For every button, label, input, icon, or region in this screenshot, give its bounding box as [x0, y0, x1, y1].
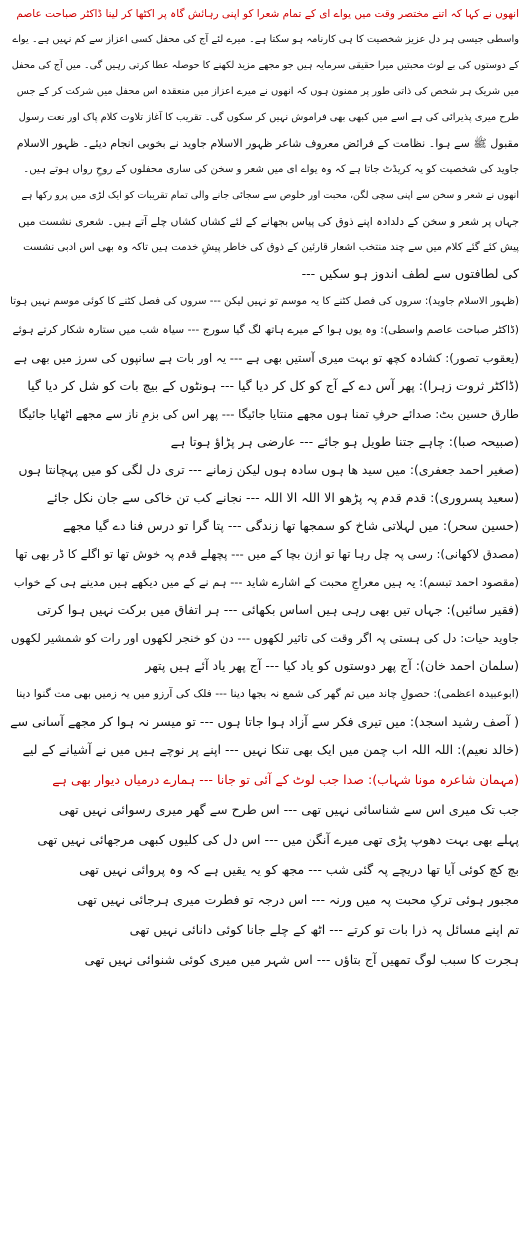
verse-line: (سلمان احمد خان): آج پھر دوستوں کو یاد کیا --- آج پھر یاد آئے ہیں پتھر [145, 658, 519, 673]
verse-line: (ڈاکٹر ثروت زہرا): پھر آس دے کے آج کو کل کر دیا گیا --- ہونٹوں کے بیچ بات کو شل کر دیا گیا [27, 378, 519, 393]
verse-line: جاوید حیات: دل کی ہستی پہ اگر وقت کی تاثیر لکھوں --- دن کو خنجر لکھوں اور رات کو شمشیر لکھوں [10, 631, 519, 645]
verse-line: (سعید پسروری): قدم قدم پہ پڑھو الا اللہ الا اللہ --- نجانے کب تن خاکی سے جان نکل جائے [46, 490, 519, 505]
paragraph-line: کے دوستوں کی بے لوث محبتیں میرا حقیقی سرمایہ ہیں جو مجھے مزید لکھنے کا حوصلہ عطا کرتی رہیں گی۔ میں آج کی محفل [11, 60, 519, 71]
verse-line: طارق حسین بٹ: صدائے حرفِ تمنا ہوں مجھے منتایا جائیگا --- پھر اس کی بزمِ ناز سے مجھے اٹھایا جائیگا [18, 407, 519, 421]
ghazal-line: تم اپنے مسائل پہ ذرا بات تو کرتے --- اٹھ کے چلے جانا کوئی دانائی نہیں تھی [129, 922, 519, 937]
paragraph-line: میں شریک ہر شخص کی ذاتی طور پر ممنون ہوں کہ انھوں نے میرے اعزاز میں منعقدہ اس محفل میں شرکت کر کے جس [16, 86, 519, 97]
paragraph-line: طرح میری پذیرائی کی ہے اسے میں کبھی بھی فراموش نہیں کر سکوں گی۔ تقریب کا آغاز تلاوت کلام پاک اور نعت رسول [18, 112, 519, 123]
ghazal-line: بچ کچ کوئی آیا تھا دریچے پہ گئی شب --- مجھ کو یہ یقیں ہے کہ وہ پروائی نہیں تھی [79, 862, 519, 877]
paragraph-line: مقبول ﷺ سے ہوا۔ نظامت کے فرائض معروف شاعر ظہور الاسلام جاوید نے بخوبی انجام دیئے۔ ظہور الاسلام [16, 137, 519, 150]
guest-verse-line: (مہمان شاعرہ مونا شہاب): صدا جب لوٹ کے آئی تو جانا --- ہمارے درمیاں دیوار بھی ہے [52, 772, 519, 787]
verse-line: (صبیحہ صبا): چاہے جتنا طویل ہو جائے --- عارضی ہر پڑاؤ ہوتا ہے [170, 434, 519, 449]
paragraph-line: جاوید کی شخصیت کو یہ کریڈٹ جاتا ہے کہ وہ یواے ای میں شعر و سخن کی ساری محفلوں کے روحِ رواں ہوتے ہیں۔ [23, 164, 519, 175]
verse-line: (ابوعبیدہ اعظمی): حصولِ چاند میں تم گھر کی شمع نہ بجھا دینا --- فلک کی آرزو میں یہ زمیں بھی مت گنوا دینا [15, 687, 519, 700]
ghazal-line: ہجرت کا سبب لوگ تمھیں آج بتاؤں --- اس شہر میں میری کوئی شنوائی نہیں تھی [84, 952, 519, 967]
intro-lead-name: ڈاکٹر صباحت عاصم [16, 8, 103, 20]
verse-line: ( آصف رشید اسجد): میں تیری فکر سے آزاد ہوا جاتا ہوں --- تو میسر نہ ہوا کر مجھے آسانی سے [10, 714, 519, 729]
ghazal-line: مجبور ہوئی ترکِ محبت پہ میں ورنہ --- اس درجہ تو فطرت میری ہرجائی نہیں تھی [77, 892, 519, 907]
verse-line: (یعقوب تصور): کشادہ کچھ تو بہت میری آستیں بھی ہے --- یہ اور بات ہے سانپوں کی سرز میں بھی ہے [13, 351, 519, 365]
verse-line: (مقصود احمد تبسم): یہ ہیں معراجِ محبت کے اشارے شاید --- ہم نے کے میں دیکھے ہیں مدینے ہی کے خواب [13, 575, 519, 589]
intro-line [16, 4, 519, 24]
ghazal-line: جب تک میری اس سے شناسائی نہیں تھی --- اس طرح سے گھر میری رسوائی نہیں تھی [58, 802, 519, 817]
verse-line: (صغیر احمد جعفری): میں سید ھا ہوں سادہ ہوں لیکن زمانے --- تری دل لگی کو میں پہچانتا ہوں [18, 463, 519, 477]
verse-line: (حسین سحر): میں لہلاتی شاخ کو سمجھا تھا زندگی --- پتا گرا تو درس فنا دے گیا مجھے [62, 518, 519, 533]
verse-line: (ظہور الاسلام جاوید): سروں کی فصل کٹنے کا یہ موسم تو نہیں لیکن --- سروں کی فصل کٹنے کا کوئی موسم نہیں ہوتا [10, 296, 519, 307]
verse-line: (فقیر سائیں): جہاں تیں بھی رہی ہیں اساس بکھائی --- ہر اتفاق میں برکت نہیں ہوا کرتی [36, 602, 519, 617]
paragraph-line: جہاں پر شعر و سخن کے دلدادہ اپنے ذوق کی پیاس بجھانے کے لئے کشاں کشاں چلے آتے ہیں۔ شعری نشست میں [18, 215, 519, 228]
verse-line: (مصدق لاکھانی): رسی پہ چل رہا تھا تو ازن بچا کے میں --- پچھلے قدم پہ خوش تھا تو اگلے کا ڈر بھی تھا [15, 547, 519, 561]
paragraph-line: کی لطافتوں سے لطف اندوز ہو سکیں --- [301, 266, 519, 281]
verse-line: (ڈاکٹر صباحت عاصم واسطی): وہ یوں ہوا کے میرے ہاتھ لگ گیا سورج --- سیاہ شب میں ستارہ شکار کرتے ہوئے [12, 323, 519, 336]
paragraph-line: واسطی جیسی ہر دل عزیز شخصیت کا ہی کارنامہ ہو سکتا ہے۔ میرے لئے آج کی محفل کسی اعزاز سے کم نہیں ہے۔ یواے [12, 34, 519, 45]
paragraph-line: پیش کئے گئے کلام میں سے چند منتخب اشعار قارئین کے ذوق کی خاطر پیشِ خدمت ہیں تاکہ وہ بھی اس ادبی نشست [23, 242, 519, 253]
intro-lead: انھوں نے کہا کہ اتنے مختصر وقت میں یواے ای کے تمام شعرا کو اپنی رہائش گاہ پر اکٹھا کر لینا [105, 8, 519, 20]
ghazal-line: پہلے بھی بہت دھوپ پڑی تھی میرے آنگن میں --- اس دل کی کلیوں کبھی مرجھائی نہیں تھی [37, 832, 519, 847]
paragraph-line: انھوں نے شعر و سخن سے اپنی سچی لگن، محبت اور خلوص سے سجائی جانے والی تمام تقریبات کو ایک لڑی میں پرو رکھا ہے [21, 190, 519, 201]
verse-line: (خالد نعیم): اللہ اللہ اب چمن میں ایک بھی تنکا نہیں --- اپنے پر نوچے ہیں میں نے آشیانے کے لیے [22, 742, 519, 757]
